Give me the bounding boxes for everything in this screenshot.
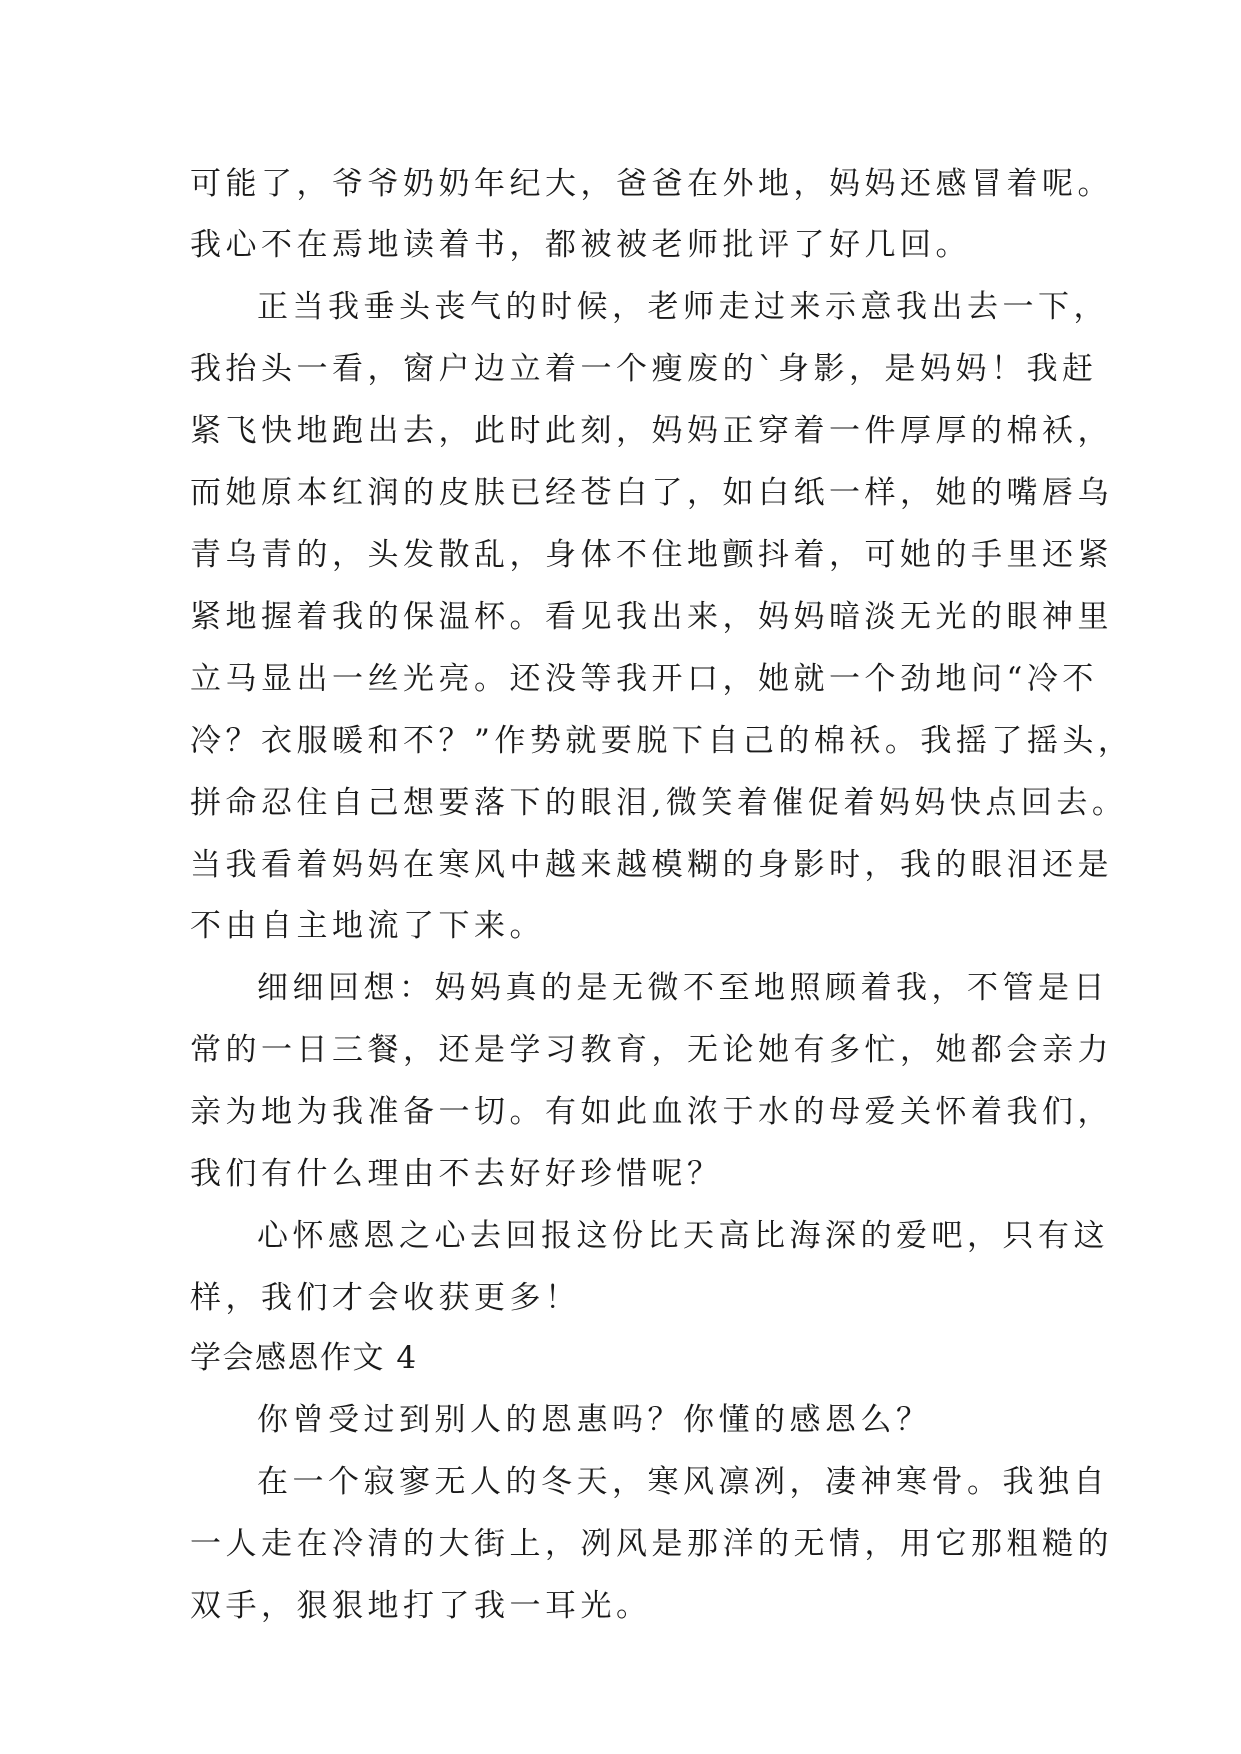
- paragraph-start-line: 正当我垂头丧气的时候，老师走过来示意我出去一下，: [257, 289, 1109, 325]
- text-line: 亲为地为我准备一切。有如此血浓于水的母爱关怀着我们，: [190, 1094, 1113, 1130]
- text-line: 样，我们才会收获更多！: [190, 1280, 581, 1316]
- text-line: 当我看着妈妈在寒风中越来越模糊的身影时，我的眼泪还是: [190, 847, 1113, 883]
- text-line: 青乌青的，头发散乱，身体不住地颤抖着，可她的手里还紧: [190, 537, 1113, 573]
- paragraph-start-line: 细细回想：妈妈真的是无微不至地照顾着我，不管是日: [257, 970, 1109, 1006]
- text-line: 我抬头一看，窗户边立着一个瘦废的`身影，是妈妈！我赶: [190, 351, 1098, 387]
- text-line: 而她原本红润的皮肤已经苍白了，如白纸一样，她的嘴唇乌: [190, 475, 1113, 511]
- text-line: 双手，狠狠地打了我一耳光。: [190, 1588, 652, 1624]
- text-line: 拼命忍住自己想要落下的眼泪,微笑着催促着妈妈快点回去。: [190, 785, 1128, 821]
- paragraph-start-line: 你曾受过到别人的恩惠吗？你懂的感恩么？: [257, 1402, 932, 1438]
- text-line: 我们有什么理由不去好好珍惜呢？: [190, 1156, 723, 1192]
- text-line: 可能了，爷爷奶奶年纪大，爸爸在外地，妈妈还感冒着呢。: [190, 166, 1113, 202]
- text-line: 立马显出一丝光亮。还没等我开口，她就一个劲地问“冷不: [190, 661, 1098, 697]
- text-line: 紧飞快地跑出去，此时此刻，妈妈正穿着一件厚厚的棉袄，: [190, 413, 1113, 449]
- paragraph-start-line: 心怀感恩之心去回报这份比天高比海深的爱吧，只有这: [257, 1218, 1109, 1254]
- text-line: 我心不在焉地读着书，都被被老师批评了好几回。: [190, 227, 971, 263]
- section-heading: 学会感恩作文 4: [190, 1340, 418, 1376]
- text-line: 一人走在冷清的大街上，冽风是那洋的无情，用它那粗糙的: [190, 1526, 1113, 1562]
- text-line: 冷？衣服暖和不？”作势就要脱下自己的棉袄。我摇了摇头，: [190, 723, 1134, 759]
- text-line: 常的一日三餐，还是学习教育，无论她有多忙，她都会亲力: [190, 1032, 1113, 1068]
- text-line: 紧地握着我的保温杯。看见我出来，妈妈暗淡无光的眼神里: [190, 599, 1113, 635]
- text-line: 不由自主地流了下来。: [190, 908, 545, 944]
- paragraph-start-line: 在一个寂寥无人的冬天，寒风凛冽，凄神寒骨。我独自: [257, 1464, 1109, 1500]
